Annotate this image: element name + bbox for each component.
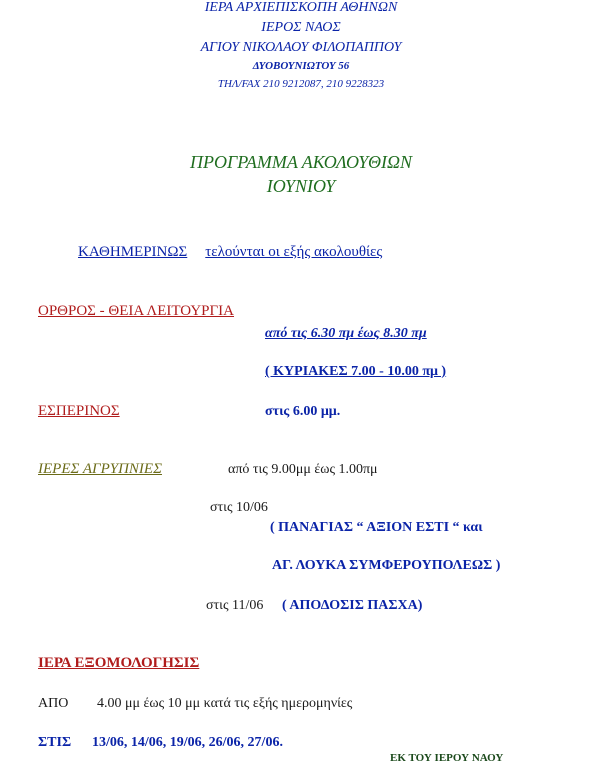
vespers-label: ΕΣΠΕΡΙΝΟΣ [38, 403, 120, 419]
confession-dates-label: ΣΤΙΣ [38, 735, 72, 750]
vigils-desc-1a: ( ΠΑΝΑΓΙΑΣ “ ΑΞΙΟΝ ΕΣΤΙ “ και [270, 520, 483, 535]
header-line-church: ΙΕΡΟΣ ΝΑΟΣ [261, 20, 341, 35]
daily-label: ΚΑΘΗΜΕΡΙΝΩΣ [78, 244, 188, 260]
vigils-desc-2: ( ΑΠΟΔΟΣΙΣ ΠΑΣΧΑ) [282, 598, 423, 613]
footer-signature: ΕΚ ΤΟΥ ΙΕΡΟΥ ΝΑΟΥ [390, 752, 504, 764]
confession-from: ΑΠΟ [38, 696, 69, 711]
daily-line [78, 244, 382, 261]
program-month: ΙΟΥΝΙΟΥ [266, 176, 336, 196]
confession-label: ΙΕΡΑ ΕΞΟΜΟΛΟΓΗΣΙΣ [38, 655, 200, 671]
vigils-date-1: στις 10/06 [210, 500, 268, 515]
header-phone: ΤΗΛ/FAX 210 9212087, 210 9228323 [217, 78, 385, 90]
vigils-date-2: στις 11/06 [206, 598, 264, 613]
header-line-saint: ΑΓΙΟΥ ΝΙΚΟΛΑΟΥ ΦΙΛΟΠΑΠΠΟΥ [200, 40, 402, 55]
program-title: ΠΡΟΓΡΑΜΜΑ ΑΚΟΛΟΥΘΙΩΝ [189, 152, 412, 172]
confession-time: 4.00 μμ έως 10 μμ κατά τις εξής ημερομηνίες [97, 696, 353, 711]
orthros-sunday: ( ΚΥΡΙΑΚΕΣ 7.00 - 10.00 πμ ) [265, 364, 447, 379]
orthros-time: από τις 6.30 πμ έως 8.30 πμ [265, 326, 427, 341]
orthros-label: ΟΡΘΡΟΣ - ΘΕΙΑ ΛΕΙΤΟΥΡΓΙΑ [38, 303, 235, 319]
header-line-archdiocese: ΙΕΡΑ ΑΡΧΙΕΠΙΣΚΟΠΗ ΑΘΗΝΩΝ [204, 0, 398, 15]
vespers-time: στις 6.00 μμ. [265, 404, 341, 419]
daily-text: τελούνται οι εξής ακολουθίες [205, 244, 383, 260]
vigils-label: ΙΕΡΕΣ ΑΓΡΥΠΝΙΕΣ [38, 461, 162, 477]
confession-dates: 13/06, 14/06, 19/06, 26/06, 27/06. [92, 735, 283, 750]
vigils-desc-1b: ΑΓ. ΛΟΥΚΑ ΣΥΜΦΕΡΟΥΠΟΛΕΩΣ ) [272, 558, 501, 573]
vigils-time: από τις 9.00μμ έως 1.00πμ [228, 462, 378, 477]
header-address: ΔΥΟΒΟΥΝΙΩΤΟΥ 56 [252, 60, 350, 72]
